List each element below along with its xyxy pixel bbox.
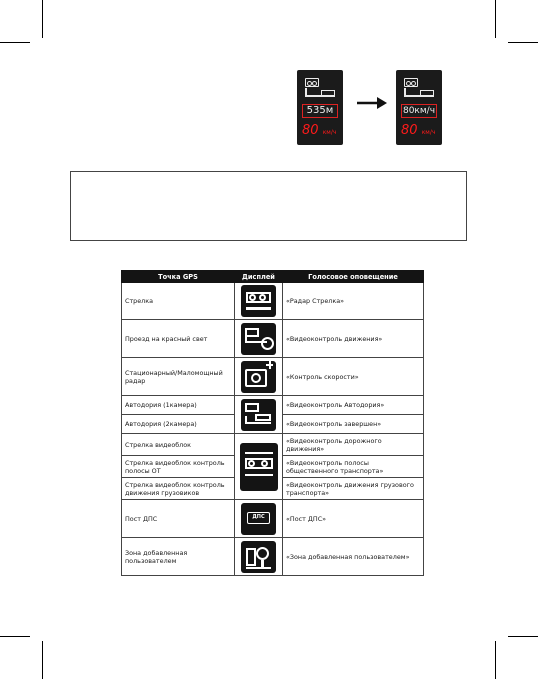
crop-mark [42, 641, 43, 679]
speed-limit-readout: 80км/ч [402, 106, 436, 116]
voice-alert: «Видеоконтроль движения» [283, 320, 424, 358]
voice-alert: «Видеоконтроль движения грузового транспорта» [283, 478, 424, 500]
crop-mark [495, 0, 496, 38]
voice-alert: «Видеоконтроль полосы общественного транспорта» [283, 456, 424, 478]
gps-point-name: Стрелка видеоблок [122, 434, 235, 456]
police-post-icon-label: ДПС [247, 512, 270, 524]
gps-point-name: Стационарный/Маломощный радар [122, 358, 235, 396]
table-row [122, 358, 424, 396]
police-post-icon [241, 503, 276, 535]
voice-alert: «Радар Стрелка» [283, 283, 424, 320]
gps-point-name: Стрелка [122, 283, 235, 320]
voice-alert: «Зона добавленная пользователем» [283, 538, 424, 576]
avtodoria-camera-icon [241, 399, 276, 431]
gps-point-name: Автодория (2камера) [122, 415, 235, 434]
videoblock-camera-icon [240, 443, 278, 491]
distance-readout: 535м [302, 104, 338, 118]
crop-mark [0, 636, 30, 637]
gps-point-name: Стрелка видеоблок контроль движения грузовиков [122, 478, 235, 500]
arrow-right-icon [357, 97, 387, 109]
strelka-camera-icon [241, 285, 276, 317]
crop-mark [508, 42, 538, 43]
crop-mark [42, 0, 43, 38]
radar-camera-icon [241, 361, 276, 393]
current-speed: 80 км/ч [302, 123, 337, 138]
table-header-row [122, 271, 424, 283]
user-zone-map-pin-icon [241, 541, 276, 573]
table-row [122, 320, 424, 358]
table-row [122, 396, 424, 415]
device-screen-before [297, 70, 343, 145]
voice-alert: «Видеоконтроль завершен» [283, 415, 424, 434]
table-row [122, 538, 424, 576]
voice-alert: «Видеоконтроль дорожного движения» [283, 434, 424, 456]
voice-alert: «Видеоконтроль Автодория» [283, 396, 424, 415]
table-row [122, 434, 424, 456]
current-speed: 80 км/ч [401, 123, 436, 138]
gps-point-name: Проезд на красный свет [122, 320, 235, 358]
gps-point-name: Автодория (1камера) [122, 396, 235, 415]
camera-device-icon [404, 78, 436, 100]
device-screen-after [396, 70, 442, 145]
table-row [122, 500, 424, 538]
voice-alert: «Пост ДПС» [283, 500, 424, 538]
gps-point-name: Пост ДПС [122, 500, 235, 538]
red-light-camera-icon [241, 323, 276, 355]
gps-point-name: Зона добавленная пользователем [122, 538, 235, 576]
crop-mark [0, 42, 30, 43]
crop-mark [495, 641, 496, 679]
column-header-display: Дисплей [235, 271, 283, 283]
gps-point-name: Стрелка видеоблок контроль полосы ОТ [122, 456, 235, 478]
column-header-voice: Голосовое оповещение [283, 271, 424, 283]
voice-alert: «Контроль скорости» [283, 358, 424, 396]
crop-mark [508, 636, 538, 637]
note-box [70, 171, 467, 241]
camera-device-icon [305, 78, 337, 100]
gps-points-table [121, 270, 424, 576]
column-header-point: Точка GPS [122, 271, 235, 283]
table-row [122, 283, 424, 320]
